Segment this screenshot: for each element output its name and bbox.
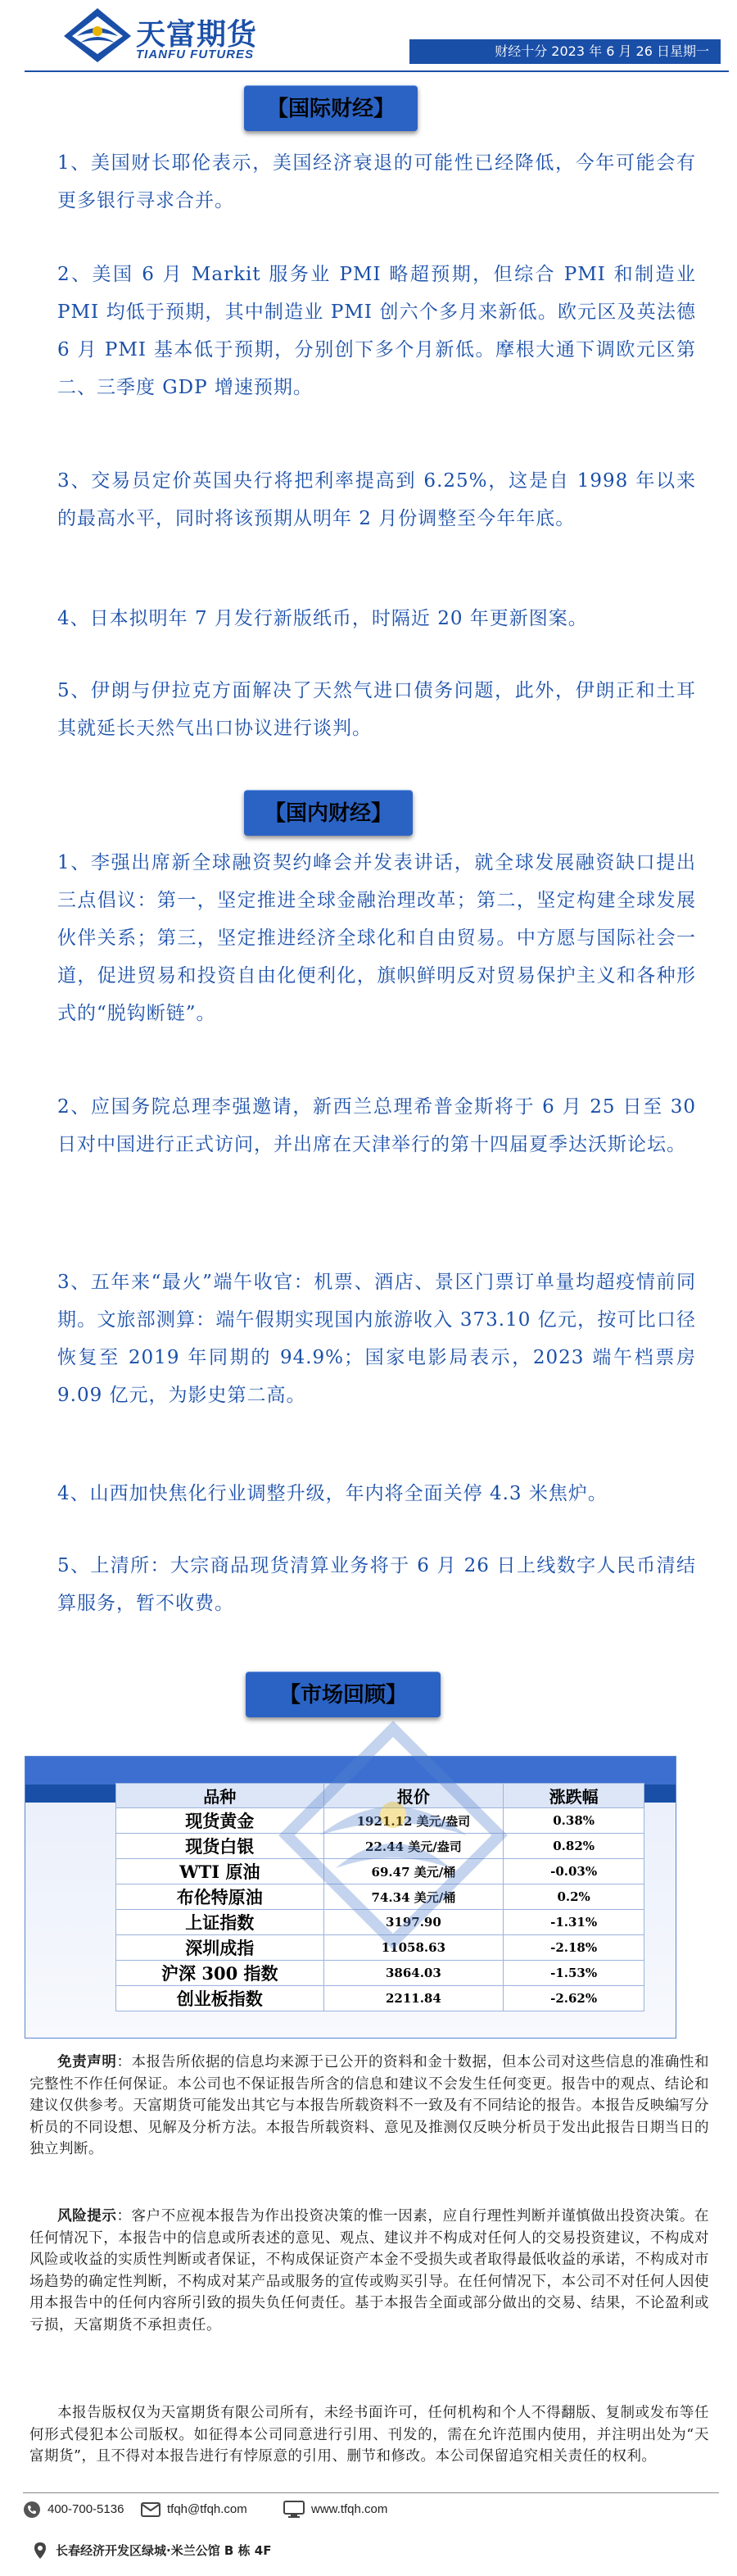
table-row [116, 1884, 644, 1910]
news-item: 4、日本拟明年 7 月发行新版纸币，时隔近 20 年更新图案。 [57, 608, 588, 629]
disclaimer-label: 免责声明 [57, 2054, 117, 2070]
instrument-change: 0.38% [504, 1808, 644, 1834]
footer-email [141, 2497, 247, 2522]
instrument-price: 11058.63 [323, 1935, 504, 1961]
address-text: 长春经济开发区绿城·米兰公馆 B 栋 4F [56, 2543, 272, 2558]
news-item: 5、伊朗与伊拉克方面解决了天然气进口债务问题，此外，伊朗正和土耳其就延长天然气出口协议进行谈判。 [57, 680, 696, 739]
news-item: 2、应国务院总理李强邀请，新西兰总理希普金斯将于 6 月 25 日至 30 日对中国进行正式访问，并出席在天津举行的第十四届夏季达沃斯论坛。 [57, 1096, 696, 1155]
instrument-price: 3864.03 [323, 1961, 504, 1986]
phone-icon [23, 2501, 41, 2519]
table-row [116, 1986, 644, 2011]
footer-website [283, 2497, 387, 2522]
instrument-name: 创业板指数 [116, 1986, 324, 2011]
table-row [116, 1834, 644, 1859]
instrument-name: 深圳成指 [116, 1935, 324, 1961]
risk-warning-label: 风险提示 [57, 2208, 117, 2225]
email-address[interactable]: tfqh@tfqh.com [167, 2502, 247, 2516]
brand-name-cn: 天富期货 [136, 18, 258, 52]
instrument-name: 现货白银 [116, 1834, 324, 1859]
market-review-panel [25, 1756, 676, 2039]
instrument-change: -1.31% [504, 1910, 644, 1935]
table-row [116, 1910, 644, 1935]
instrument-change: -2.18% [504, 1935, 644, 1961]
footer-phone [23, 2497, 124, 2522]
table-header-row [116, 1784, 644, 1808]
instrument-change: 0.2% [504, 1884, 644, 1910]
footer-divider [23, 2492, 719, 2493]
table-row [116, 1961, 644, 1986]
brand-name-en: TIANFU FUTURES [136, 48, 254, 61]
news-item: 1、美国财长耶伦表示，美国经济衰退的可能性已经降低，今年可能会有更多银行寻求合并。 [57, 152, 696, 211]
market-table [115, 1783, 644, 2011]
column-header-change: 涨跌幅 [504, 1784, 644, 1808]
table-row [116, 1859, 644, 1884]
news-item: 3、交易员定价英国央行将把利率提高到 6.25%，这是自 1998 年以来的最高水平，同时将该预期从明年 2 月份调整至今年年底。 [57, 470, 696, 529]
section-title-domestic: 【国内财经】 [244, 790, 413, 836]
tianfu-logo-icon [61, 7, 134, 64]
copyright-text: 本报告版权仅为天富期货有限公司所有，未经书面许可，任何机构和个人不得翻版、复制或发布等任何形式侵犯本公司版权。如征得本公司同意进行引用、刊发的，需在允许范围内使用，并注明出处为“天富期货”，且不得对本报告进行有悖原意的引用、删节和修改。本公司保留追究相关责任的权利。 [29, 2405, 709, 2465]
risk-warning-text: ：客户不应视本报告为作出投资决策的惟一因素，应自行理性判断并谨慎做出投资决策。在任何情况下，本报告中的信息或所表述的意见、观点、建议并不构成对任何人的交易投资建议，不构成对风险或收益的实质性判断或者保证，不构成保证资产本金不受损失或者取得最低收益的承诺，不构成对市场趋势的确定性判断，不构成对某产品或服务的宣传或购买引导。在任何情况下，本公司不对任何人因使用本报告中的任何内容所引致的损失负任何责任。基于本报告全面或部分做出的交易、结果，不论盈利或亏损，天富期货不承担责任。 [29, 2208, 710, 2333]
news-item: 3、五年来“最火”端午收官：机票、酒店、景区门票订单量均超疫情前同期。文旅部测算：端午假期实现国内旅游收入 373.10 亿元，按可比口径恢复至 2019 年同期的 94.9%；国家电影局表示，2023 端午档票房 9.09 亿元，为影史第二高。 [57, 1272, 696, 1406]
footer-address [33, 2538, 271, 2563]
table-row [116, 1808, 644, 1834]
instrument-name: 沪深 300 指数 [116, 1961, 324, 1986]
instrument-change: -2.62% [504, 1986, 644, 2011]
instrument-price: 2211.84 [323, 1986, 504, 2011]
instrument-price: 22.44 美元/盎司 [323, 1834, 504, 1859]
instrument-price: 3197.90 [323, 1910, 504, 1935]
phone-number: 400-700-5136 [47, 2502, 124, 2516]
news-item: 1、李强出席新全球融资契约峰会并发表讲话，就全球发展融资缺口提出三点倡议：第一，坚定推进全球金融治理改革；第二，坚定构建全球发展伙伴关系；第三，坚定推进经济全球化和自由贸易。中方愿与国际社会一道，促进贸易和投资自由化便利化，旗帜鲜明反对贸易保护主义和各种形式的“脱钩断链”。 [57, 852, 696, 1024]
report-header [0, 0, 737, 72]
column-header-price: 报价 [323, 1784, 504, 1808]
section-title-market: 【市场回顾】 [246, 1671, 441, 1717]
instrument-name: 上证指数 [116, 1910, 324, 1935]
disclaimer-text: ：本报告所依据的信息均来源于已公开的资料和金十数据，但本公司对这些信息的准确性和完整性不作任何保证。本公司也不保证报告所含的信息和建议不会发生任何变更。报告中的观点、结论和建议仅供参考。天富期货可能发出其它与本报告所载资料不一致及有不同结论的报告。本报告反映编写分析员的不同设想、见解及分析方法。本报告所载资料、意见及推测仅反映分析员于发出此报告日期当日的独立判断。 [29, 2054, 710, 2157]
instrument-name: 现货黄金 [116, 1808, 324, 1834]
location-pin-icon [33, 2542, 47, 2560]
instrument-price: 74.34 美元/桶 [323, 1884, 504, 1910]
instrument-change: -0.03% [504, 1859, 644, 1884]
instrument-price: 69.47 美元/桶 [323, 1859, 504, 1884]
section-title-international: 【国际财经】 [244, 85, 418, 131]
instrument-price: 1921.12 美元/盎司 [323, 1808, 504, 1834]
table-row [116, 1935, 644, 1961]
monitor-icon [283, 2501, 305, 2519]
news-item: 5、上清所：大宗商品现货清算业务将于 6 月 26 日上线数字人民币清结算服务，暂不收费。 [57, 1555, 696, 1614]
email-icon [141, 2501, 161, 2518]
disclaimer-paragraph [29, 2052, 709, 2161]
news-item: 4、山西加快焦化行业调整升级，年内将全面关停 4.3 米焦炉。 [57, 1483, 608, 1504]
header-divider [25, 70, 729, 72]
instrument-change: -1.53% [504, 1961, 644, 1986]
news-item: 2、美国 6 月 Markit 服务业 PMI 略超预期，但综合 PMI 和制造业 PMI 均低于预期，其中制造业 PMI 创六个多月来新低。欧元区及英法德 6 月 PMI 基本低于预期，分别创下多个月新低。摩根大通下调欧元区第二、三季度 GDP 增速预期。 [57, 264, 696, 398]
risk-warning-paragraph [29, 2206, 709, 2336]
instrument-change: 0.82% [504, 1834, 644, 1859]
instrument-name: 布伦特原油 [116, 1884, 324, 1910]
copyright-paragraph [29, 2402, 709, 2468]
column-header-instrument: 品种 [116, 1784, 324, 1808]
report-date: 财经十分 2023 年 6 月 26 日星期一 [409, 39, 721, 64]
instrument-name: WTI 原油 [116, 1859, 324, 1884]
website-link[interactable]: www.tfqh.com [311, 2502, 388, 2516]
